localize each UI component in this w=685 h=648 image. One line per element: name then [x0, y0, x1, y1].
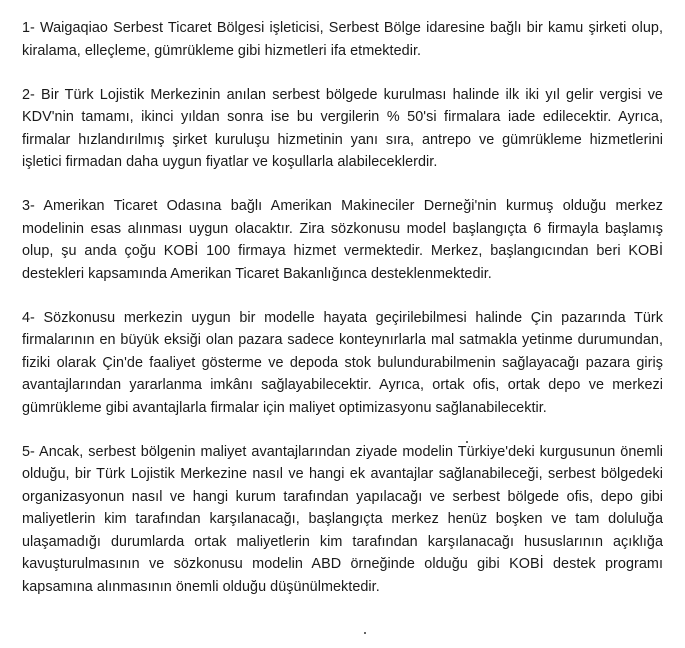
paragraph-5: 5- Ancak, serbest bölgenin maliyet avantajlarından ziyade modelin Türkiye'deki kurgusunun önemli olduğu, bir Türk Lojistik Merkezine nasıl ve hangi ek avantajlar sağlanabileceği, serbest bölgedeki organizasyonun nasıl ve hangi kurum tarafından yapılacağı ve serbest bölgede ofis, depo gibi maliyetlerin kim tarafından karşılanacağı, başlangıçta merkez henüz boşken ve tam doluluğa ulaşamadığı durumlarda ortak maliyetlerin kim tarafından karşılanacağı hususlarının açıklığa kavuşturulmasının ve sözkonusu modelin ABD örneğinde olduğu gibi KOBİ destek programı kapsamına alınmasının önemli olduğu düşünülmektedir. [22, 443, 663, 595]
paragraph-1: 1- Waigaqiao Serbest Ticaret Bölgesi işleticisi, Serbest Bölge idaresine bağlı bir kamu şirketi olup, kiralama, elleçleme, gümrükleme gibi hizmetleri ifa etmektedir. [22, 20, 663, 59]
scan-speck [364, 632, 366, 634]
paragraph-3: 3- Amerikan Ticaret Odasına bağlı Amerikan Makineciler Derneği'nin kurmuş olduğu merkez modelinin esas alınması uygun olacaktır. Zira sözkonusu model başlangıçta 6 firmayla başlamış olup, şu anda çoğu KOBİ 100 firmaya hizmet vermektedir. Merkez, başlangıcından beri KOBİ destekleri kapsamında Amerikan Ticaret Bakanlığınca desteklenmektedir. [22, 198, 663, 282]
paragraph-4: 4- Sözkonusu merkezin uygun bir modelle hayata geçirilebilmesi halinde Çin pazarında Türk firmalarının en büyük eksiği olan pazara sadece konteynırlarla mal satmakla yetinme durumundan, fiziki olarak Çin'de faaliyet gösterme ve depoda stok bulundurabilmenin sağlayacağı pazara giriş avantajlarından yararlanma imkânı sağlayabilecektir. Ayrıca, ortak ofis, ortak depo ve merkezi gümrükleme gibi avantajlarla firmalar için maliyet optimizasyonu sağlanabilecektir. [22, 309, 663, 416]
paragraph-2: 2- Bir Türk Lojistik Merkezinin anılan serbest bölgede kurulması halinde ilk iki yıl gelir vergisi ve KDV'nin tamamı, ikinci yıldan sonra ise bu vergilerin % 50'si firmalara iade edilecektir. Ayrıca, firmalar hızlandırılmış şirket kuruluşu hizmetinin yanı sıra, antrepo ve gümrükleme hizmetlerini işletici firmadan daha uygun fiyatlar ve koşullarla alabileceklerdir. [22, 86, 663, 170]
scan-speck [466, 441, 468, 443]
